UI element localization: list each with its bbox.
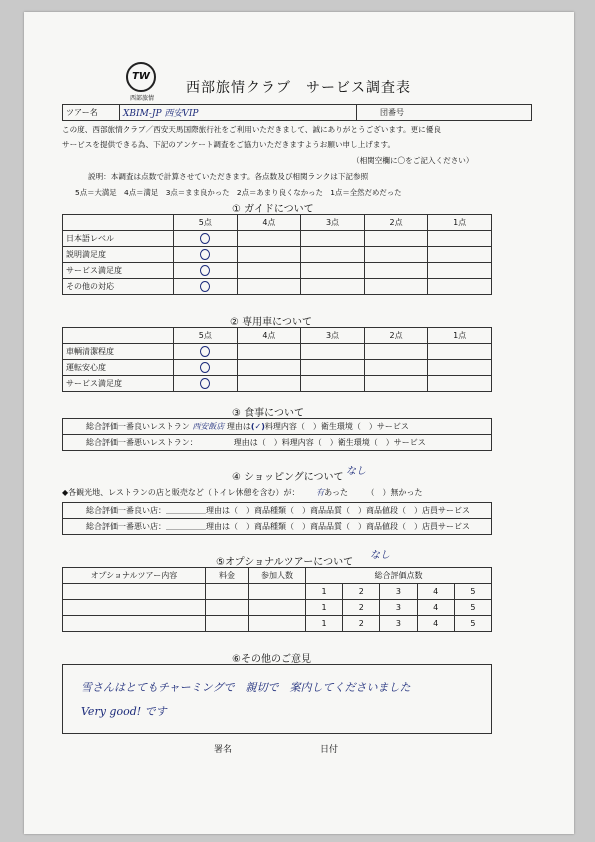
row-label-cleanliness: 車輌清潔程度 (63, 344, 174, 360)
vehicle-rating-table (62, 327, 492, 392)
score-1: 1 (306, 600, 343, 616)
guide-rating-table (62, 214, 492, 295)
col-1: 1点 (428, 215, 492, 231)
score-2: 2 (343, 616, 380, 632)
score-4: 4 (417, 600, 454, 616)
best-restaurant-row: 総合評価一番良いレストラン 西安飯店 理由は(✓)料理内容（ ）衛生環境（ ）サービス (63, 419, 492, 435)
score-5: 5 (454, 616, 491, 632)
checkmark-icon: (✓) (250, 422, 265, 431)
row-label-safety: 運転安心度 (63, 360, 174, 376)
circle-mark-icon (200, 281, 210, 292)
circle-mark-icon (200, 346, 210, 357)
row-label-explanation: 説明満足度 (63, 247, 174, 263)
score-1: 1 (306, 584, 343, 600)
col-4: 4点 (237, 328, 301, 344)
section-2-title: ② 専用車について (230, 317, 312, 328)
section-3-title: ③ 食事について (232, 408, 304, 419)
circle-mark-icon (200, 265, 210, 276)
tour-name-value: XBIM-JP 西安VIP (120, 105, 357, 121)
best-restaurant-handwritten: 西安飯店 (192, 422, 225, 431)
score-3: 3 (380, 616, 417, 632)
score-scale: 5点＝大満足 4点＝満足 3点＝まま良かった 2点＝あまり良くなかった 1点＝全然だめだった (75, 188, 402, 197)
col-1: 1点 (428, 328, 492, 344)
comment-line-1: 雪さんはとてもチャーミングで 親切で 案内してくださいました (81, 681, 411, 694)
score-4: 4 (417, 584, 454, 600)
comment-box (62, 664, 492, 734)
score-5: 5 (454, 600, 491, 616)
shopping-question: ◆各観光地、レストランの店と販売など（トイレ休憩を含む）が： 有あった （ ）無かった (62, 488, 423, 497)
col-2: 2点 (364, 328, 428, 344)
header-participants: 参加人数 (249, 568, 306, 584)
section-5-handwritten-note: なし (370, 550, 390, 561)
col-5: 5点 (174, 215, 238, 231)
col-5: 5点 (174, 328, 238, 344)
circle-mark-icon (200, 362, 210, 373)
col-2: 2点 (364, 215, 428, 231)
intro-line-1: この度、西部旅情クラブ／西安天馬国際旅行社をご利用いただきまして、誠にありがとうございます。更に優良 (62, 125, 441, 134)
section-6-title: ⑥その他のご意見 (232, 654, 311, 665)
circle-mark-icon (200, 378, 210, 389)
col-4: 4点 (237, 215, 301, 231)
worst-restaurant-row: 総合評価一番悪いレストラン： 理由は（ ）料理内容（ ）衛生環境（ ）サービス (63, 435, 492, 451)
circle-mark-icon (200, 233, 210, 244)
header-tour-content: オプショナルツアー内容 (63, 568, 206, 584)
best-shop-row: 総合評価一番良い店：＿＿＿＿＿理由は（ ）商品種類（ ）商品品質（ ）商品値段（ ）店員サービス (63, 503, 492, 519)
shopping-table (62, 502, 492, 535)
section-5-title: ⑤オプショナルツアーについて (216, 557, 354, 568)
company-logo: TW (126, 62, 156, 92)
optional-tour-table (62, 567, 492, 632)
score-4: 4 (417, 616, 454, 632)
row-label-japanese: 日本語レベル (63, 231, 174, 247)
group-number-label: 団番号 (357, 105, 532, 121)
row-label-service: サービス満足度 (63, 263, 174, 279)
comment-line-2: Very good! です (81, 705, 167, 718)
row-label-other: その他の対応 (63, 279, 174, 295)
section-1-title: ① ガイドについて (232, 204, 314, 215)
score-5: 5 (454, 584, 491, 600)
worst-shop-row: 総合評価一番悪い店：＿＿＿＿＿理由は（ ）商品種類（ ）商品品質（ ）商品値段（ ）店員サービス (63, 519, 492, 535)
score-1: 1 (306, 616, 343, 632)
col-3: 3点 (301, 215, 365, 231)
section-4-handwritten-note: なし (346, 466, 366, 477)
circle-mark-icon (200, 249, 210, 260)
explanation: 説明：本調査は点数で計算させていただきます。各点数及び相関ランクは下記参照 (88, 172, 369, 181)
page-title: 西部旅情クラブ サービス調査表 (186, 80, 411, 96)
intro-line-2: サービスを提供できる為、下記のアンケート調査をご協力いただきますようお願い申し上げます。 (62, 140, 396, 149)
intro-line-3: （相関空欄に〇をご記入ください） (352, 156, 474, 165)
date-label: 日付 (320, 745, 339, 755)
header-fee: 料金 (206, 568, 249, 584)
shopping-handwritten-choice: 有 (316, 488, 325, 497)
score-3: 3 (380, 600, 417, 616)
signature-label: 署名 (214, 745, 233, 755)
tour-name-label: ツアー名 (63, 105, 120, 121)
section-4-title: ④ ショッピングについて (232, 472, 344, 483)
score-2: 2 (343, 584, 380, 600)
col-3: 3点 (301, 328, 365, 344)
score-3: 3 (380, 584, 417, 600)
score-2: 2 (343, 600, 380, 616)
row-label-service: サービス満足度 (63, 376, 174, 392)
tour-info-table (62, 104, 532, 121)
header-total-score: 総合評価点数 (306, 568, 492, 584)
meal-table (62, 418, 492, 451)
logo-caption: 西部旅情 (129, 95, 154, 102)
